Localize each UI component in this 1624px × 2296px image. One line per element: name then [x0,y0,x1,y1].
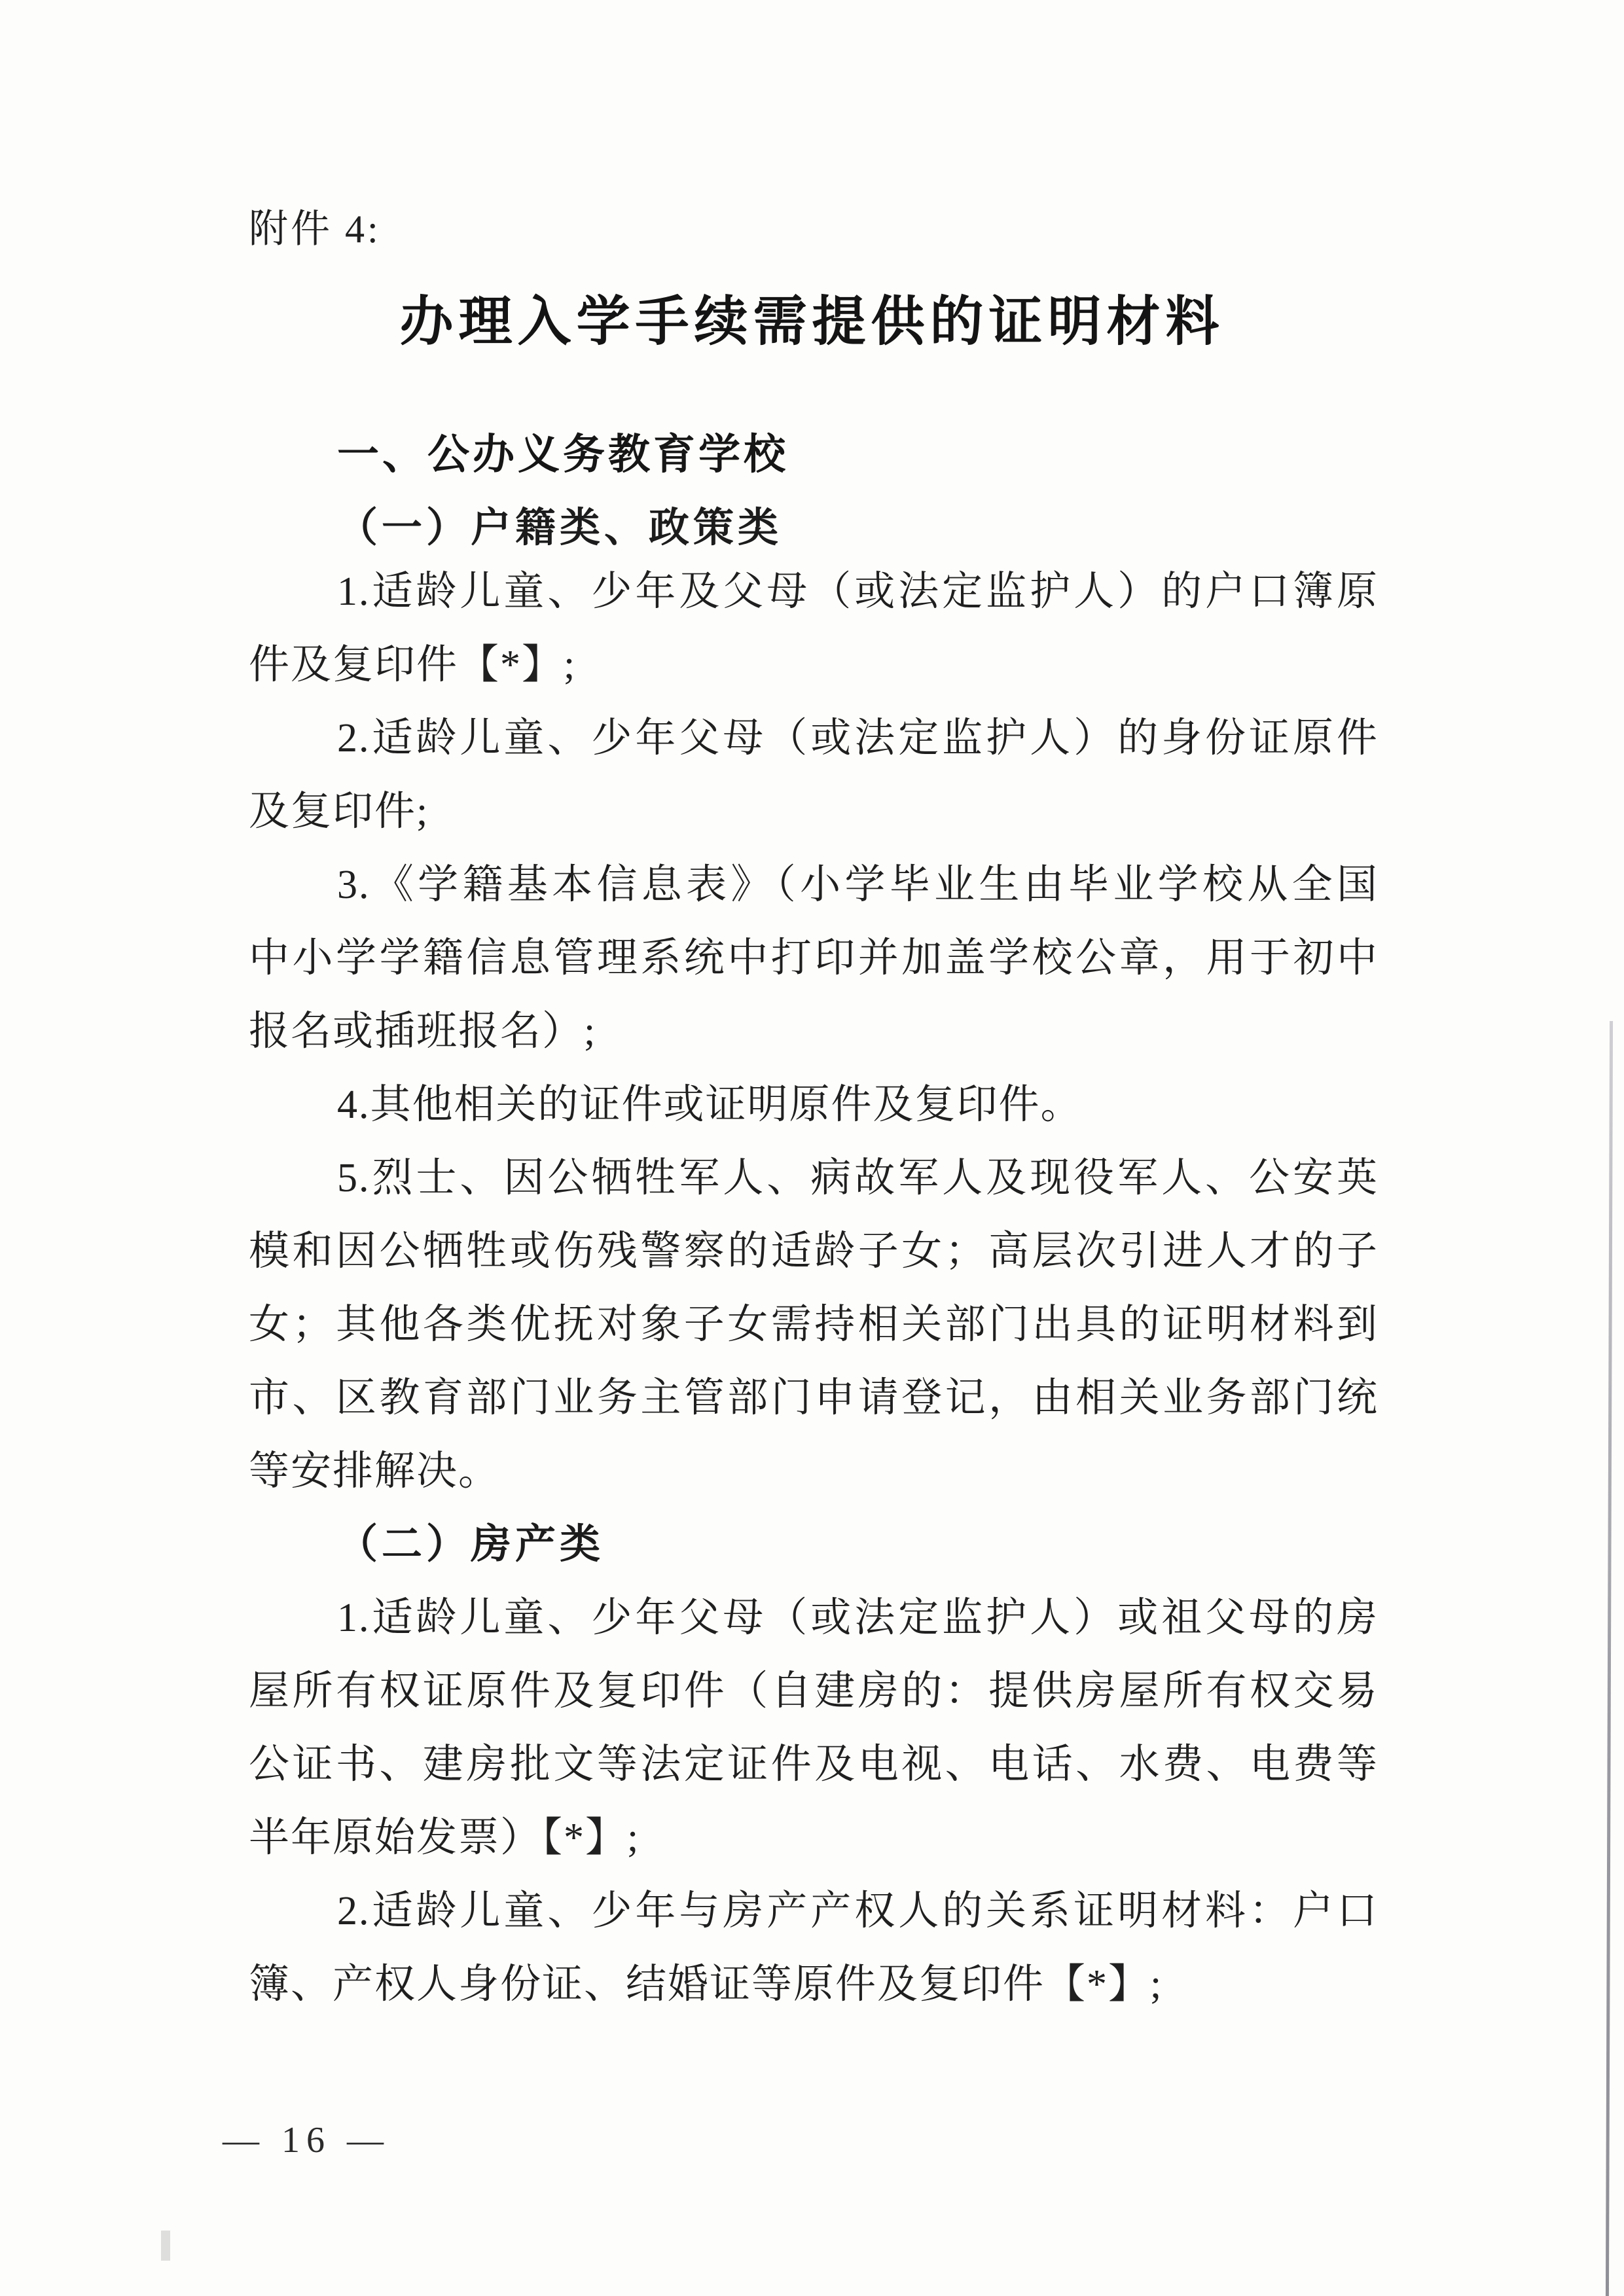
body-line: 女；其他各类优抚对象子女需持相关部门出具的证明材料到 [249,1302,1379,1347]
body-line: 2.适龄儿童、少年父母（或法定监护人）的身份证原件 [337,716,1379,761]
body-line: 2.适龄儿童、少年与房产产权人的关系证明材料：户口 [337,1889,1379,1933]
body-line: 1.适龄儿童、少年及父母（或法定监护人）的户口簿原 [337,569,1379,614]
body-line: 中小学学籍信息管理系统中打印并加盖学校公章，用于初中 [249,936,1379,980]
body-line: 等安排解决。 [249,1449,501,1494]
scan-artifact-line [1606,1021,1613,2296]
page-number: — 16 — [223,2120,390,2161]
body-line: 1.适龄儿童、少年父母（或法定监护人）或祖父母的房 [337,1596,1379,1640]
body-line: 簿、产权人身份证、结婚证等原件及复印件【*】; [249,1962,1163,2007]
document-title: 办理入学手续需提供的证明材料 [399,291,1225,353]
body-line: 5.烈士、因公牺牲军人、病故军人及现役军人、公安英 [337,1156,1379,1200]
body-line: 4.其他相关的证件或证明原件及复印件。 [337,1083,1083,1127]
body-line: 件及复印件【*】; [249,643,577,687]
body-line: 屋所有权证原件及复印件（自建房的：提供房屋所有权交易 [249,1669,1379,1713]
body-line: 市、区教育部门业务主管部门申请登记，由相关业务部门统 [249,1376,1379,1420]
body-line: 半年原始发票）【*】; [249,1816,640,1860]
subsection-1-1-heading: （一）户籍类、政策类 [337,506,783,550]
body-line: 公证书、建房批文等法定证件及电视、电话、水费、电费等 [249,1742,1379,1787]
subsection-1-2-heading: （二）房产类 [337,1522,605,1567]
section-1-heading: 一、公办义务教育学校 [337,431,789,479]
scan-artifact-speck [161,2231,170,2261]
body-line: 报名或插班报名）; [249,1009,597,1054]
body-line: 模和因公牺牲或伤残警察的适龄子女；高层次引进人才的子 [249,1229,1379,1274]
attachment-label: 附件 4: [249,207,381,251]
body-line: 3.《学籍基本信息表》（小学毕业生由毕业学校从全国 [337,863,1379,907]
body-line: 及复印件; [249,789,429,834]
